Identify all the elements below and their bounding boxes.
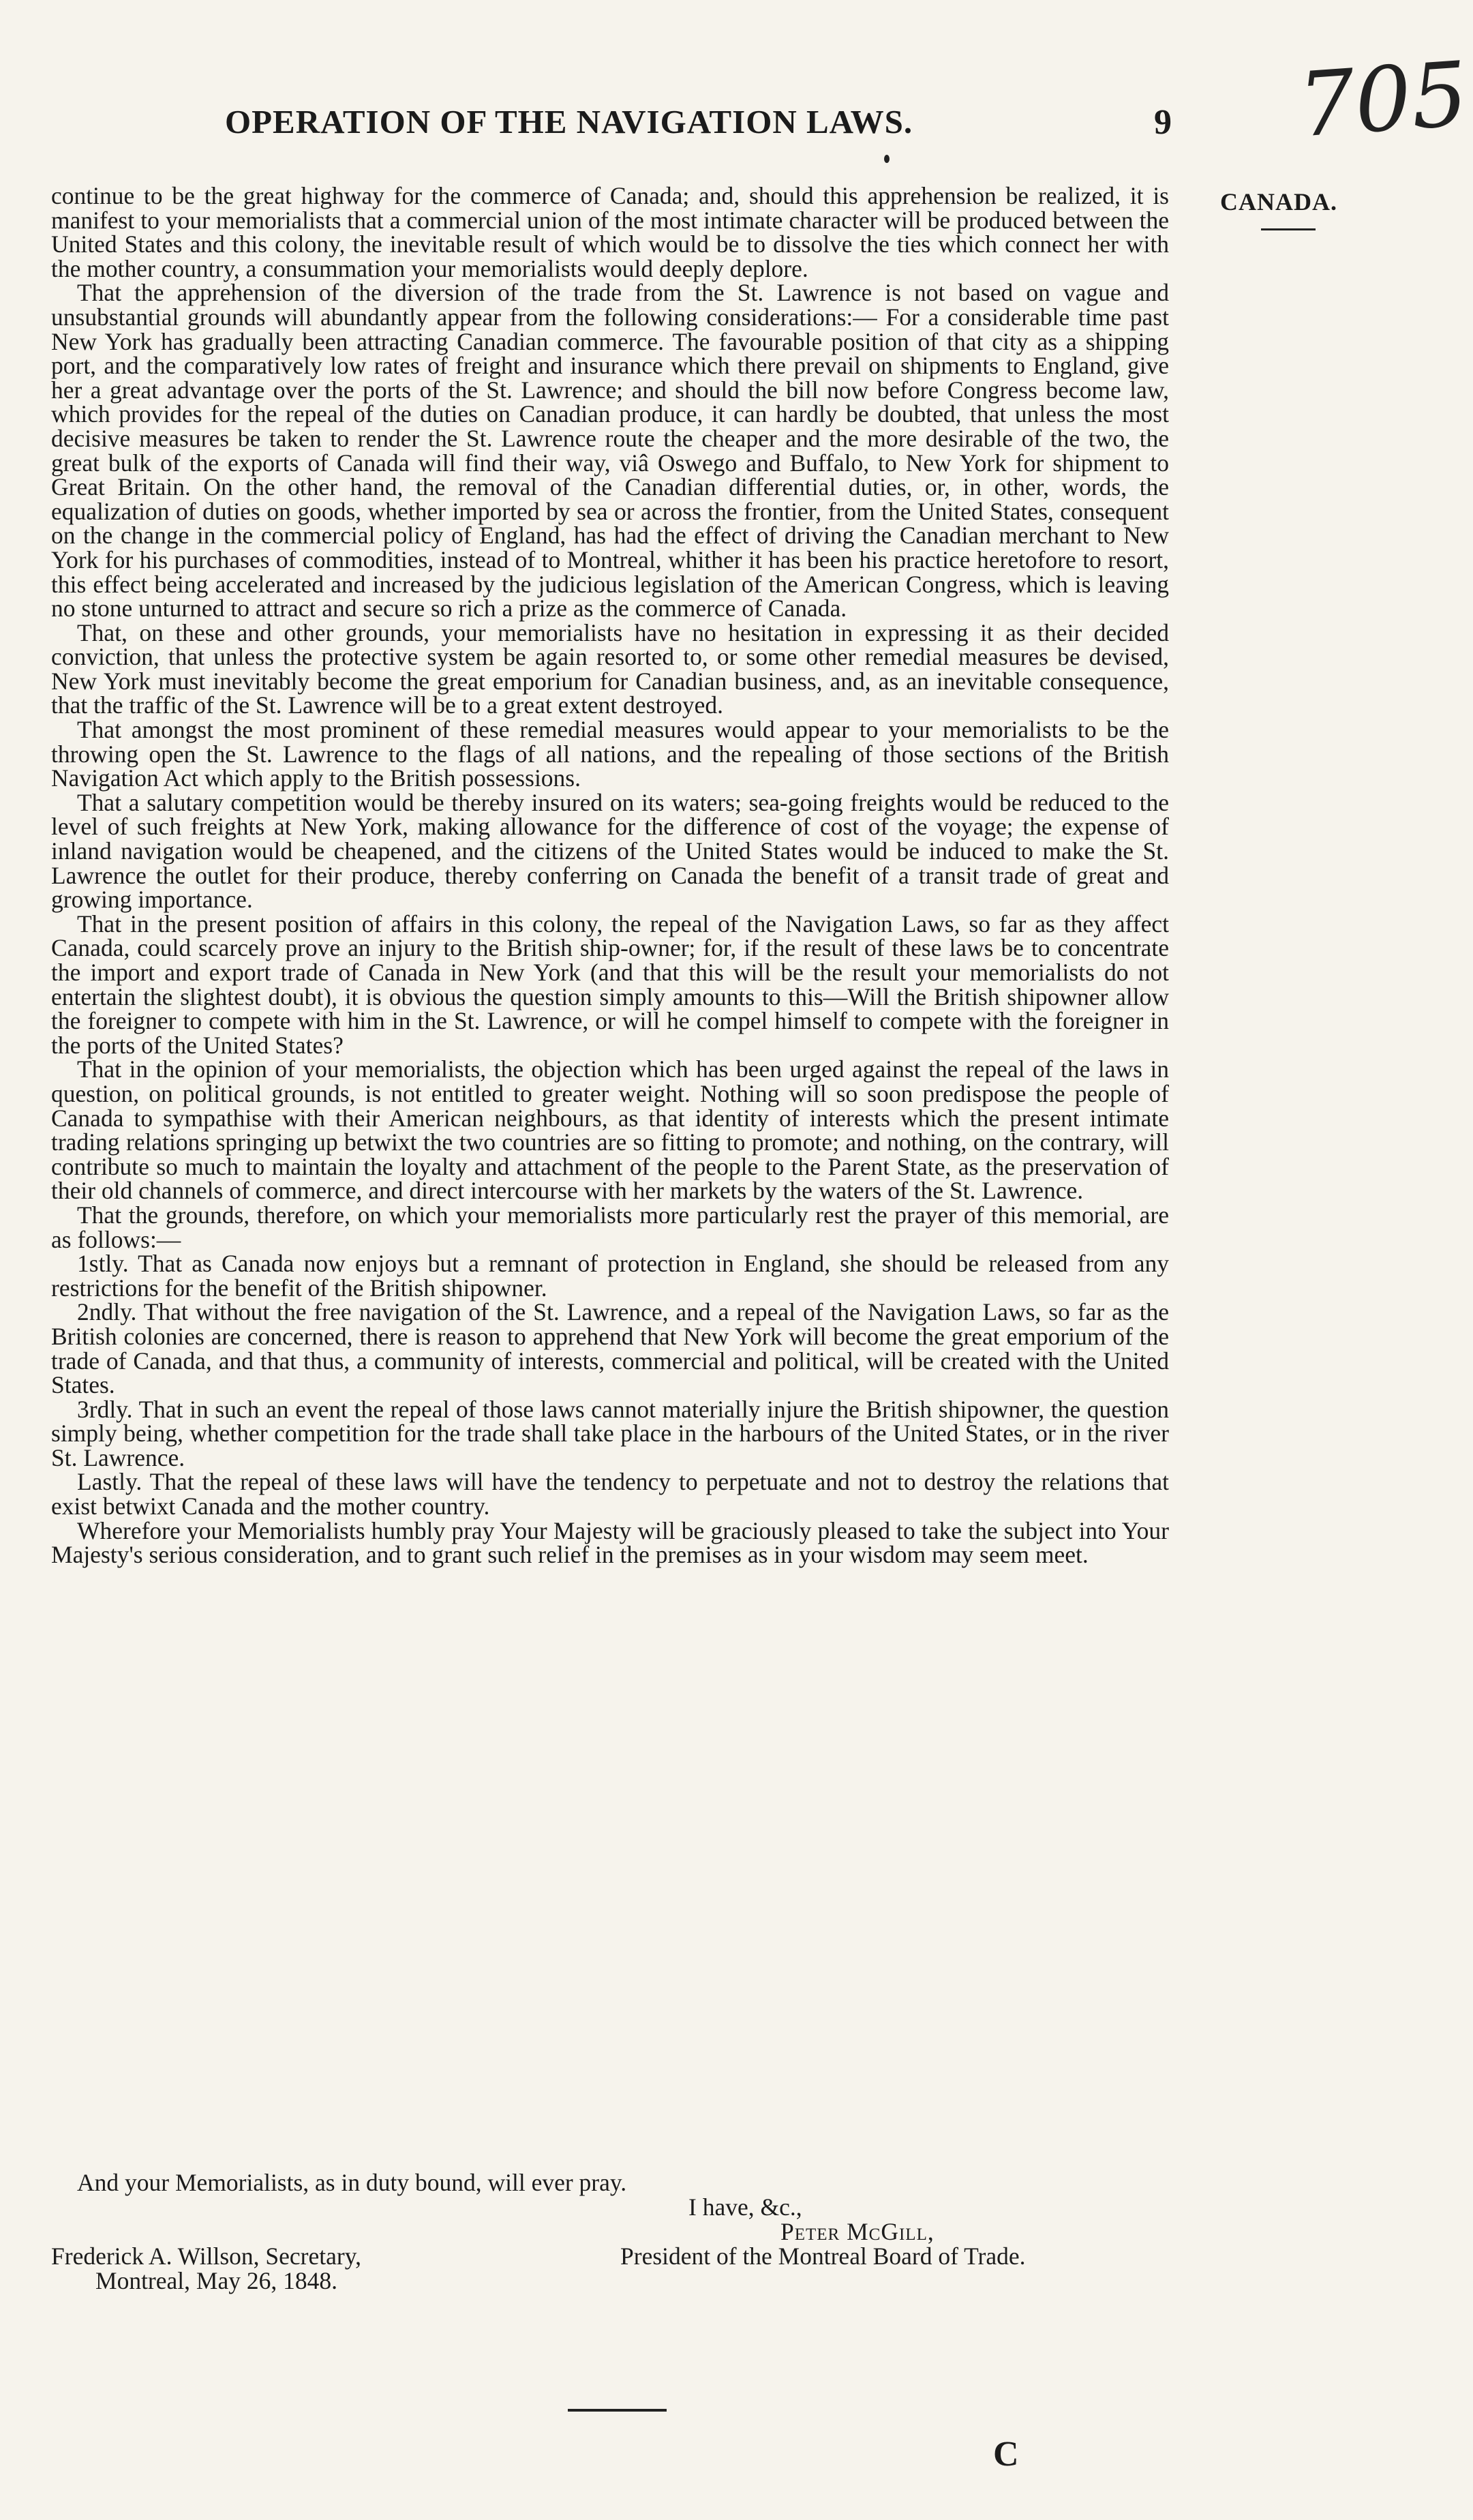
paragraph: That in the present position of affairs in this colony, the repeal of the Navigation Laws, so far as they affect Canada, could scarcely prove an injury to the British ship-owner; for, if the result of these laws be to concentrate the import and export trade of Canada in New York (and that this will be the result your memorialists do not entertain the slightest doubt), it is obvious the question simply amounts to this—Will the British shipowner allow the foreigner to compete with him in the St. Lawrence, or will he compel himself to compete with the foreigner in the ports of the United States? <box>51 910 1169 1059</box>
closing-prayer: And your Memorialists, as in duty bound, will ever pray. <box>77 2169 627 2196</box>
memorial-body <box>51 184 1169 1567</box>
paragraph: That a salutary competition would be thereby insured on its waters; sea-going freights would be reduced to the level of such freights at New York, making allowance for the difference of cost of the voyage; the expense of inland navigation would be cheapened, and the citizens of the United States would be induced to make the St. Lawrence the outlet for their produce, thereby conferring on Canada the benefit of a transit trade of great and growing importance. <box>51 788 1169 914</box>
page-number: 9 <box>1154 103 1172 142</box>
closing-salutation: I have, &c., <box>688 2193 802 2221</box>
signatory-name: Peter McGill, <box>780 2218 935 2245</box>
margin-rule <box>1261 228 1316 230</box>
margin-label: CANADA. <box>1220 188 1337 215</box>
tick-mark <box>884 155 890 163</box>
closing-block <box>0 2168 1473 2373</box>
paragraph: That, on these and other grounds, your memorialists have no hesitation in expressing it as their decided conviction, that unless the protective system be again resorted to, or some other remedial measures be devised, New York must inevitably become the great emporium for Canadian business, and, as an inevitable consequence, that the traffic of the St. Lawrence will be to a great extent destroyed. <box>51 618 1169 719</box>
signatory-title: President of the Montreal Board of Trade. <box>620 2242 1026 2270</box>
paragraph: 3rdly. That in such an event the repeal of those laws cannot materially injure the British shipowner, the question simply being, whether competition for the trade shall take place in the harbours of the United States, or in the river St. Lawrence. <box>51 1395 1169 1471</box>
end-rule <box>568 2409 667 2412</box>
paragraph: continue to be the great highway for the commerce of Canada; and, should this apprehension be realized, it is manifest to your memorialists that a commercial union of the most intimate character will be produced between the United States and this colony, the inevitable result of which would be to dissolve the ties which connect her with the mother country, a consummation your memorialists would deeply deplore. <box>51 182 1169 282</box>
paragraph: That in the opinion of your memorialists, the objection which has been urged against the repeal of the laws in question, on political grounds, is not entitled to greater weight. Nothing will so soon predispose the people of Canada to sympathise with their American neighbours, as that identity of interests which the present intimate trading relations springing up betwixt the two countries are so fitting to promote; and nothing, on the contrary, will contribute so much to maintain the loyalty and attachment of the people to the Parent State, as the preservation of their old channels of commerce, and direct intercourse with her markets by the waters of the St. Lawrence. <box>51 1055 1169 1205</box>
paragraph: That the grounds, therefore, on which your memorialists more particularly rest the prayer of this memorial, are as follows:— <box>51 1201 1169 1253</box>
date-line: Montreal, May 26, 1848. <box>95 2267 337 2294</box>
handwritten-folio: 705 <box>1295 42 1472 158</box>
paragraph: 2ndly. That without the free navigation of the St. Lawrence, and a repeal of the Navigation Laws, so far as the British colonies are concerned, there is reason to apprehend that New York will become the great emporium of the trade of Canada, and that thus, a community of interests, commercial and political, will be created with the United States. <box>51 1298 1169 1399</box>
running-head: OPERATION OF THE NAVIGATION LAWS. <box>225 103 913 140</box>
paragraph: Lastly. That the repeal of these laws will have the tendency to perpetuate and not to destroy the relations that exist betwixt Canada and the mother country. <box>51 1468 1169 1520</box>
paragraph: Wherefore your Memorialists humbly pray Your Majesty will be graciously pleased to take the subject into Your Majesty's serious consideration, and to grant such relief in the premises as in your wisdom may seem meet. <box>51 1516 1169 1569</box>
paragraph: That the apprehension of the diversion of the trade from the St. Lawrence is not based on vague and unsubstantial grounds will abundantly appear from the following considerations:— For a considerable time past New York has gradually been attracting Canadian commerce. The favourable position of that city as a shipping port, and the comparatively low rates of freight and insurance which there prevail on shipments to England, give her a great advantage over the ports of the St. Lawrence; and should the bill now before Congress become law, which provides for the repeal of the duties on Canadian produce, it can hardly be doubted, that unless the most decisive measures be taken to render the St. Lawrence route the cheaper and the more desirable of the two, the great bulk of the exports of Canada will find their way, viâ Oswego and Buffalo, to New York for shipment to Great Britain. On the other hand, the removal of the Canadian differential duties, or, in other, words, the equalization of duties on goods, whether imported by sea or across the frontier, from the United States, consequent on the change in the commercial policy of England, has had the effect of driving the Canadian merchant to New York for his purchases of commodities, instead of to Montreal, whither it has been his practice heretofore to resort, this effect being accelerated and increased by the judicious legislation of the American Congress, which is leaving no stone unturned to attract and secure so rich a prize as the commerce of Canada. <box>51 279 1169 622</box>
secretary-line: Frederick A. Willson, Secretary, <box>51 2242 362 2270</box>
signature-mark: C <box>993 2435 1019 2474</box>
paragraph: 1stly. That as Canada now enjoys but a remnant of protection in England, she should be released from any restrictions for the benefit of the British shipowner. <box>51 1250 1169 1302</box>
paragraph: That amongst the most prominent of these remedial measures would appear to your memorialists to be the throwing open the St. Lawrence to the flags of all nations, and the repealing of those sections of the British Navigation Act which apply to the British possessions. <box>51 716 1169 792</box>
